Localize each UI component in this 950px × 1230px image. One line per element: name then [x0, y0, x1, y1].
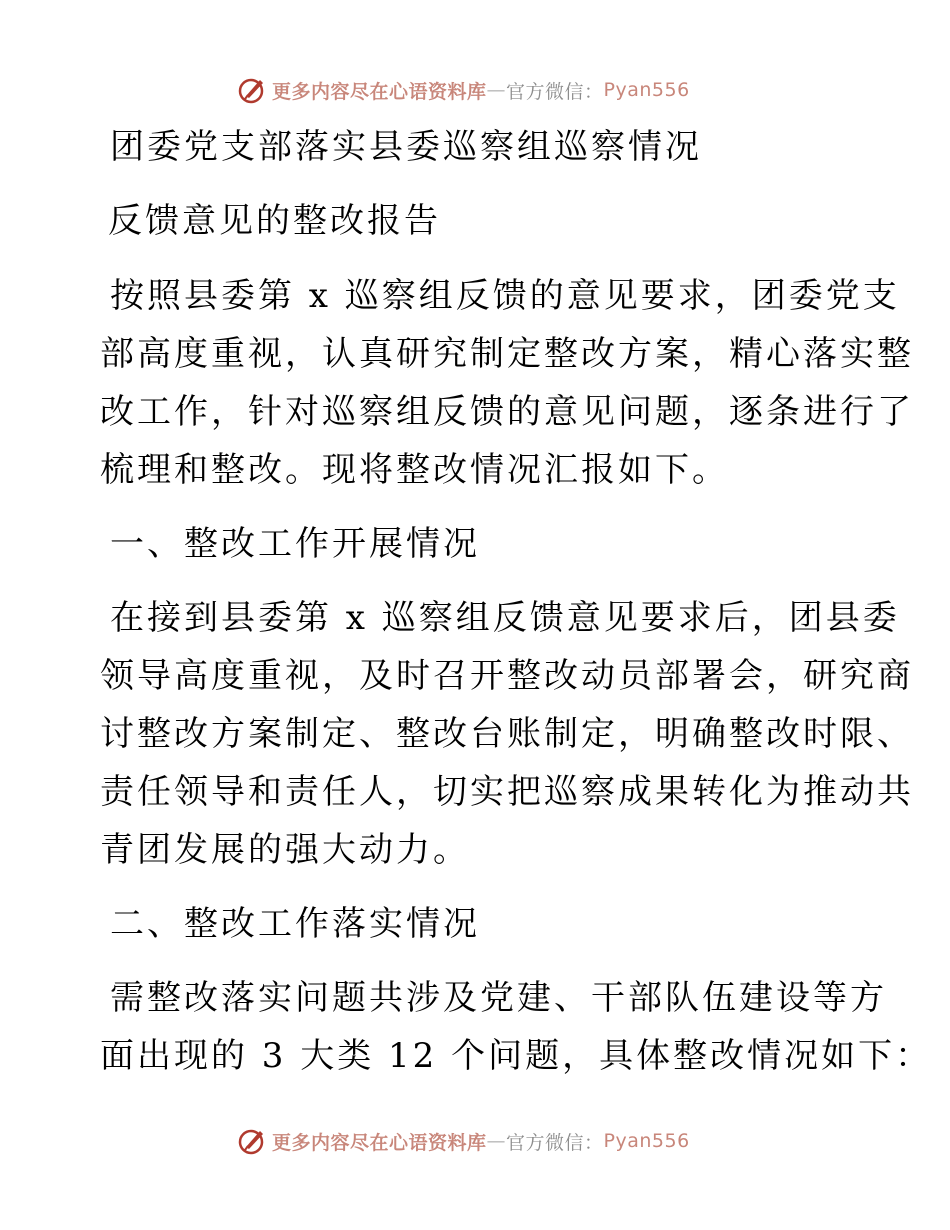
section-1-line-1: 在接到县委第 x 巡察组反馈意见要求后，团县委: [110, 598, 900, 638]
section-1-line-2: 领导高度重视，及时召开整改动员部署会，研究商: [100, 656, 914, 696]
watermark-wechat-id: Pyan556: [603, 1130, 690, 1152]
section-1-line-5: 青团发展的强大动力。: [100, 830, 470, 870]
intro-line-4: 梳理和整改。现将整改情况汇报如下。: [100, 450, 729, 490]
section-2-line-1: 需整改落实问题共涉及党建、干部队伍建设等方: [110, 978, 887, 1018]
quill-seal-icon: [236, 1125, 268, 1157]
watermark-label: 官方微信：: [506, 1131, 604, 1154]
doc-title-line-1: 团委党支部落实县委巡察组巡察情况: [110, 127, 702, 167]
watermark-dash: —: [486, 79, 507, 101]
quill-seal-icon: [236, 74, 268, 106]
watermark-dash: —: [486, 1130, 507, 1152]
intro-line-1: 按照县委第 x 巡察组反馈的意见要求，团委党支: [110, 276, 900, 316]
section-1-line-4: 责任领导和责任人，切实把巡察成果转化为推动共: [100, 772, 914, 812]
doc-title-line-2: 反馈意见的整改报告: [108, 201, 441, 241]
section-2-line-2: 面出现的 3 大类 12 个问题，具体整改情况如下：: [100, 1036, 933, 1076]
watermark-header: [236, 73, 690, 107]
section-2-heading: 二、整改工作落实情况: [110, 904, 480, 944]
watermark-main-text: 更多内容尽在心语资料库: [272, 80, 487, 103]
intro-line-3: 改工作，针对巡察组反馈的意见问题，逐条进行了: [100, 392, 914, 432]
intro-line-2: 部高度重视，认真研究制定整改方案，精心落实整: [100, 334, 914, 374]
watermark-footer: [236, 1124, 690, 1158]
watermark-label: 官方微信：: [506, 80, 604, 103]
section-1-line-3: 讨整改方案制定、整改台账制定，明确整改时限、: [100, 714, 914, 754]
section-1-heading: 一、整改工作开展情况: [110, 524, 480, 564]
watermark-main-text: 更多内容尽在心语资料库: [272, 1131, 487, 1154]
watermark-wechat-id: Pyan556: [603, 79, 690, 101]
